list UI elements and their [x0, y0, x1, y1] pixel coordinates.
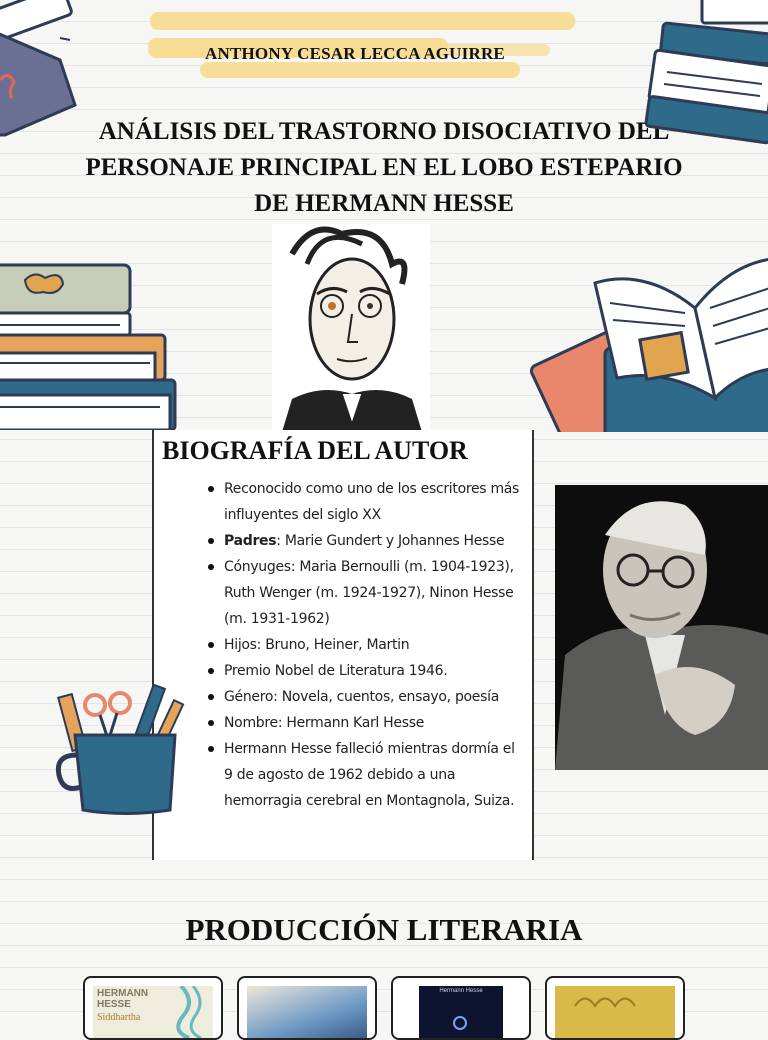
biography-item-text: Hermann Hesse falleció mientras dormía el 9 de agosto de 1962 debido a una hemorragia cerebral en Montagnola, Suiza.: [224, 741, 515, 809]
biography-list: [224, 476, 524, 814]
book-stack-illustration: [0, 0, 90, 140]
biography-list-item: [224, 684, 524, 710]
biography-list-item: [224, 554, 524, 632]
author-photo: [555, 485, 768, 770]
book-cover-card[interactable]: [83, 976, 223, 1040]
biography-item-text: : Marie Gundert y Johannes Hesse: [276, 533, 505, 549]
book-cover-art: [171, 986, 211, 1038]
presentation-title: ANÁLISIS DEL TRASTORNO DISOCIATIVO DEL PERSONAJE PRINCIPAL EN EL LOBO ESTEPARIO DE HERMANN HESSE: [85, 118, 683, 217]
book-stack-illustration: [0, 255, 180, 430]
pencil-cup-illustration: [55, 675, 195, 820]
production-heading: PRODUCCIÓN LITERARIA: [185, 912, 583, 947]
book-author-line: HESSE: [97, 999, 131, 1010]
biography-item-text: Hijos: Bruno, Heiner, Martin: [224, 637, 410, 653]
highlight-stroke: [150, 12, 575, 30]
biography-list-item: [224, 632, 524, 658]
biography-item-text: Nombre: Hermann Karl Hesse: [224, 715, 425, 731]
book-cover-image: [247, 986, 367, 1038]
biography-item-text: Género: Novela, cuentos, ensayo, poesía: [224, 689, 499, 705]
biography-item-text: Cónyuges: Maria Bernoulli (m. 1904-1923), Ruth Wenger (m. 1924-1927), Ninon Hesse (m. 1931-1962): [224, 559, 514, 627]
biography-list-item: [224, 736, 524, 814]
book-cover-image: [555, 986, 675, 1038]
biography-list-item: [224, 528, 524, 554]
biography-list-item: [224, 710, 524, 736]
book-author-line: Hermann Hesse: [439, 988, 483, 994]
book-title: Siddhartha: [97, 1012, 141, 1023]
book-cover-card[interactable]: [237, 976, 377, 1040]
biography-list-item: [224, 476, 524, 528]
biography-list-item: [224, 658, 524, 684]
biography-item-label: Padres: [224, 533, 277, 549]
book-author-line: HERMANN: [97, 988, 149, 999]
highlight-stroke: [200, 62, 520, 78]
book-cover-siddhartha: [93, 986, 213, 1038]
book-stack-illustration: [642, 0, 768, 145]
book-cover-art: [453, 1016, 467, 1030]
open-book-illustration: [525, 228, 768, 432]
author-name: ANTHONY CESAR LECCA AGUIRRE: [205, 44, 505, 63]
biography-item-text: Reconocido como uno de los escritores más influyentes del siglo XX: [224, 481, 520, 523]
author-sketch-portrait: [272, 224, 430, 432]
biography-heading: BIOGRAFÍA DEL AUTOR: [162, 436, 468, 465]
biography-item-text: Premio Nobel de Literatura 1946.: [224, 663, 448, 679]
book-cover-art: [555, 986, 675, 1038]
book-cover-card[interactable]: [391, 976, 531, 1040]
book-cover-card[interactable]: [545, 976, 685, 1040]
book-cover-image: [419, 986, 503, 1038]
biography-panel: [152, 430, 534, 860]
